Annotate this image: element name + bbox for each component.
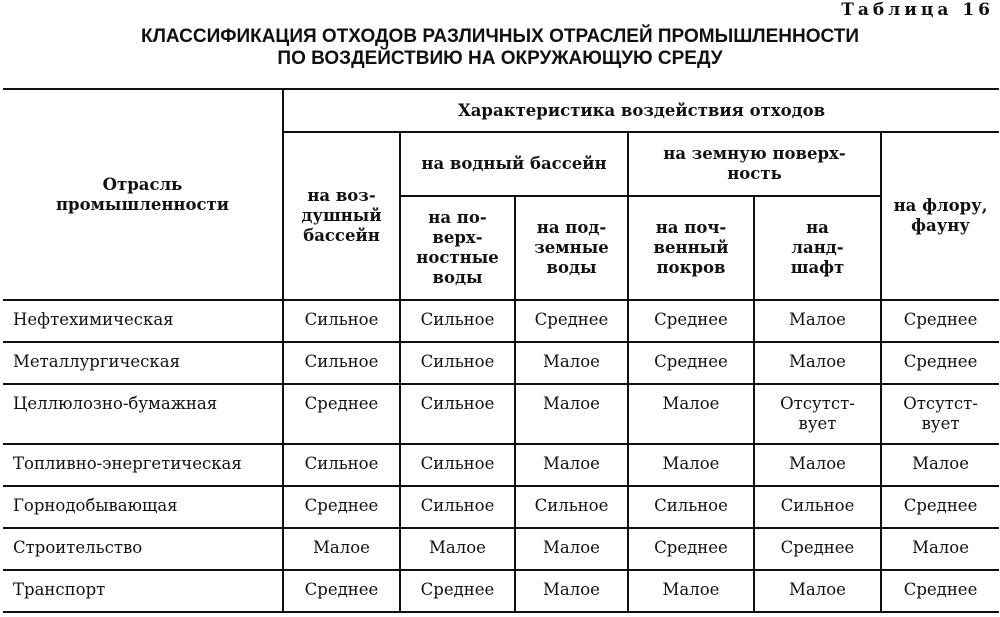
header-flora: на флору, фауну — [881, 132, 999, 300]
cell-landscape: Отсутст- вует — [754, 384, 881, 444]
row-industry: Целлюлозно-бумажная — [3, 384, 283, 444]
row-industry: Строительство — [3, 528, 283, 570]
classification-table — [3, 88, 999, 613]
cell-flora: Среднее — [881, 342, 999, 384]
header-impact: Характеристика воздействия отходов — [283, 89, 999, 132]
cell-ground: Среднее — [515, 300, 628, 342]
table-row — [3, 300, 999, 342]
cell-surface: Сильное — [400, 300, 515, 342]
cell-ground: Малое — [515, 342, 628, 384]
cell-flora: Среднее — [881, 570, 999, 612]
cell-flora: Среднее — [881, 486, 999, 528]
header-ground-water: на под- земные воды — [515, 196, 628, 300]
header-surface-water: на по- верх- ностные воды — [400, 196, 515, 300]
cell-surface: Сильное — [400, 384, 515, 444]
cell-flora: Малое — [881, 444, 999, 486]
row-industry: Металлургическая — [3, 342, 283, 384]
cell-air: Малое — [283, 528, 400, 570]
header-air: на воз- душный бассейн — [283, 132, 400, 300]
cell-landscape: Малое — [754, 342, 881, 384]
cell-soil: Малое — [628, 570, 754, 612]
cell-surface: Сильное — [400, 486, 515, 528]
cell-soil: Малое — [628, 384, 754, 444]
table-row — [3, 570, 999, 612]
table-body — [3, 300, 999, 612]
cell-ground: Малое — [515, 570, 628, 612]
cell-surface: Сильное — [400, 342, 515, 384]
cell-air: Сильное — [283, 300, 400, 342]
header-earth: на земную поверх- ность — [628, 132, 881, 196]
table-row — [3, 384, 999, 444]
cell-flora: Отсутст- вует — [881, 384, 999, 444]
cell-landscape: Среднее — [754, 528, 881, 570]
title-line-1: КЛАССИФИКАЦИЯ ОТХОДОВ РАЗЛИЧНЫХ ОТРАСЛЕЙ ПРОМЫШЛЕННОСТИ — [140, 26, 860, 47]
header-soil: на поч- венный покров — [628, 196, 754, 300]
cell-landscape: Малое — [754, 570, 881, 612]
cell-soil: Малое — [628, 444, 754, 486]
row-industry: Топливно-энергетическая — [3, 444, 283, 486]
cell-air: Среднее — [283, 486, 400, 528]
cell-surface: Малое — [400, 528, 515, 570]
cell-air: Сильное — [283, 342, 400, 384]
table-row — [3, 444, 999, 486]
cell-landscape: Малое — [754, 300, 881, 342]
table-row — [3, 528, 999, 570]
table-number: Таблица 16 — [841, 0, 994, 20]
cell-landscape: Сильное — [754, 486, 881, 528]
cell-soil: Среднее — [628, 342, 754, 384]
cell-soil: Среднее — [628, 300, 754, 342]
table-title — [0, 26, 1000, 70]
cell-landscape: Малое — [754, 444, 881, 486]
cell-flora: Малое — [881, 528, 999, 570]
cell-soil: Среднее — [628, 528, 754, 570]
row-industry: Горнодобывающая — [3, 486, 283, 528]
cell-surface: Среднее — [400, 570, 515, 612]
header-industry: Отрасль промышленности — [3, 89, 283, 300]
header-landscape: на ланд- шафт — [754, 196, 881, 300]
table-row — [3, 486, 999, 528]
header-water: на водный бассейн — [400, 132, 628, 196]
row-industry: Нефтехимическая — [3, 300, 283, 342]
table-row — [3, 342, 999, 384]
cell-soil: Сильное — [628, 486, 754, 528]
cell-ground: Малое — [515, 384, 628, 444]
cell-ground: Малое — [515, 444, 628, 486]
cell-ground: Сильное — [515, 486, 628, 528]
cell-ground: Малое — [515, 528, 628, 570]
cell-air: Среднее — [283, 570, 400, 612]
cell-air: Среднее — [283, 384, 400, 444]
title-line-2: ПО ВОЗДЕЙСТВИЮ НА ОКРУЖАЮЩУЮ СРЕДУ — [277, 48, 723, 69]
cell-flora: Среднее — [881, 300, 999, 342]
table-head — [3, 89, 999, 300]
cell-air: Сильное — [283, 444, 400, 486]
cell-surface: Сильное — [400, 444, 515, 486]
row-industry: Транспорт — [3, 570, 283, 612]
